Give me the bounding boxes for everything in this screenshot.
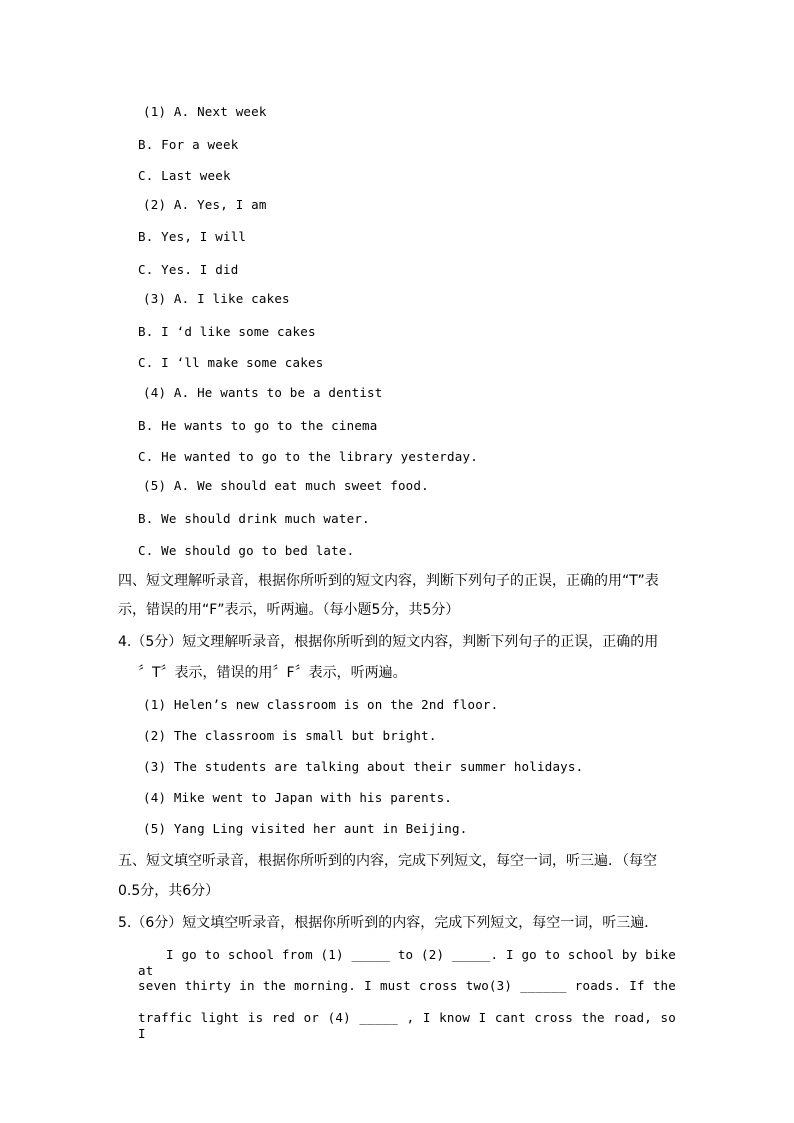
- statement-4: (4) Mike went to Japan with his parents.: [143, 790, 453, 805]
- q3-option-a: (3) A. I like cakes: [143, 291, 290, 306]
- question4-text-line2: 〞T〞表示，错误的用〞F〞表示，听两遍。: [138, 665, 407, 681]
- q1-option-a: (1) A. Next week: [143, 104, 267, 119]
- section4-heading-line2: 示，错误的用“F”表示，听两遍。（每小题5分，共5分）: [118, 602, 460, 618]
- q5-option-c: C. We should go to bed late.: [138, 543, 355, 558]
- passage-line-3: traffic light is red or (4) _____ , I know I cant cross the road, so I: [138, 1010, 676, 1041]
- section5-heading-line2: 0.5分，共6分）: [118, 883, 220, 899]
- statement-1: (1) Helen’s new classroom is on the 2nd floor.: [143, 697, 499, 712]
- section5-heading-line1: 五、短文填空听录音，根据你所听到的内容，完成下列短文，每空一词，听三遍．（每空: [118, 853, 657, 869]
- q4-option-b: B. He wants to go to the cinema: [138, 418, 378, 433]
- q3-option-c: C. I ‘ll make some cakes: [138, 355, 324, 370]
- statement-5: (5) Yang Ling visited her aunt in Beijing.: [143, 821, 468, 836]
- passage-line-2: seven thirty in the morning. I must cross two(3) ______ roads. If the: [138, 978, 676, 993]
- q3-option-b: B. I ‘d like some cakes: [138, 324, 316, 339]
- q2-option-a: (2) A. Yes, I am: [143, 197, 267, 212]
- q5-option-a: (5) A. We should eat much sweet food.: [143, 478, 429, 493]
- q1-option-c: C. Last week: [138, 168, 231, 183]
- q1-option-b: B. For a week: [138, 137, 239, 152]
- section4-heading-line1: 四、短文理解听录音，根据你所听到的短文内容，判断下列句子的正误，正确的用“T”表: [118, 573, 659, 589]
- q2-option-c: C. Yes. I did: [138, 262, 239, 277]
- q4-option-c: C. He wanted to go to the library yesterday.: [138, 449, 478, 464]
- q5-option-b: B. We should drink much water.: [138, 511, 370, 526]
- q2-option-b: B. Yes, I will: [138, 229, 247, 244]
- question4-text-line1: 4.（5分）短文理解听录音，根据你所听到的短文内容，判断下列句子的正误，正确的用: [118, 634, 659, 650]
- statement-3: (3) The students are talking about their summer holidays.: [143, 759, 584, 774]
- statement-2: (2) The classroom is small but bright.: [143, 728, 437, 743]
- passage-line-1: I go to school from (1) _____ to (2) _____. I go to school by bike at: [138, 947, 676, 978]
- q4-option-a: (4) A. He wants to be a dentist: [143, 385, 383, 400]
- question5-text: 5.（6分）短文填空听录音，根据你所听到的内容，完成下列短文，每空一词，听三遍．: [118, 915, 659, 931]
